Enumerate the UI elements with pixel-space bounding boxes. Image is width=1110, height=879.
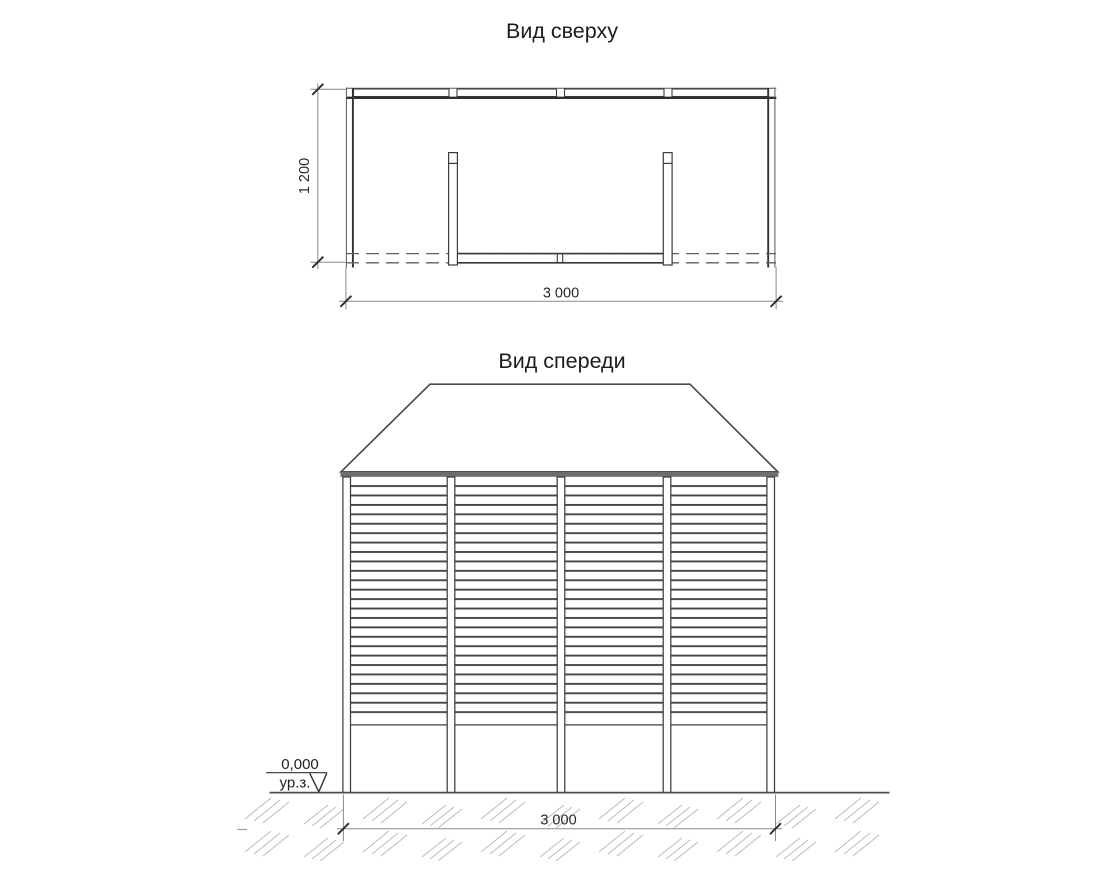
top-view-title: Вид сверху — [506, 19, 618, 43]
plan-interior-posts — [449, 153, 672, 265]
plan-back-wall — [346, 88, 776, 98]
plan-height-label: 1 200 — [297, 157, 313, 195]
level-arrow-icon — [310, 773, 327, 792]
top-view — [297, 19, 783, 310]
front-width-label: 3 000 — [540, 812, 577, 829]
plan-dimension-width — [339, 267, 783, 310]
level-value: 0,000 — [281, 755, 319, 773]
level-mark — [266, 756, 327, 792]
plan-width-label: 3 000 — [542, 285, 580, 302]
roof — [341, 384, 778, 472]
level-label: ур.з. — [279, 774, 311, 792]
front-view — [238, 349, 890, 861]
plan-front-edge — [346, 254, 776, 263]
front-view-title: Вид спереди — [498, 349, 626, 373]
plan-side-walls — [346, 88, 775, 268]
eave-band — [341, 472, 779, 477]
plan-dimension-height — [297, 84, 346, 270]
